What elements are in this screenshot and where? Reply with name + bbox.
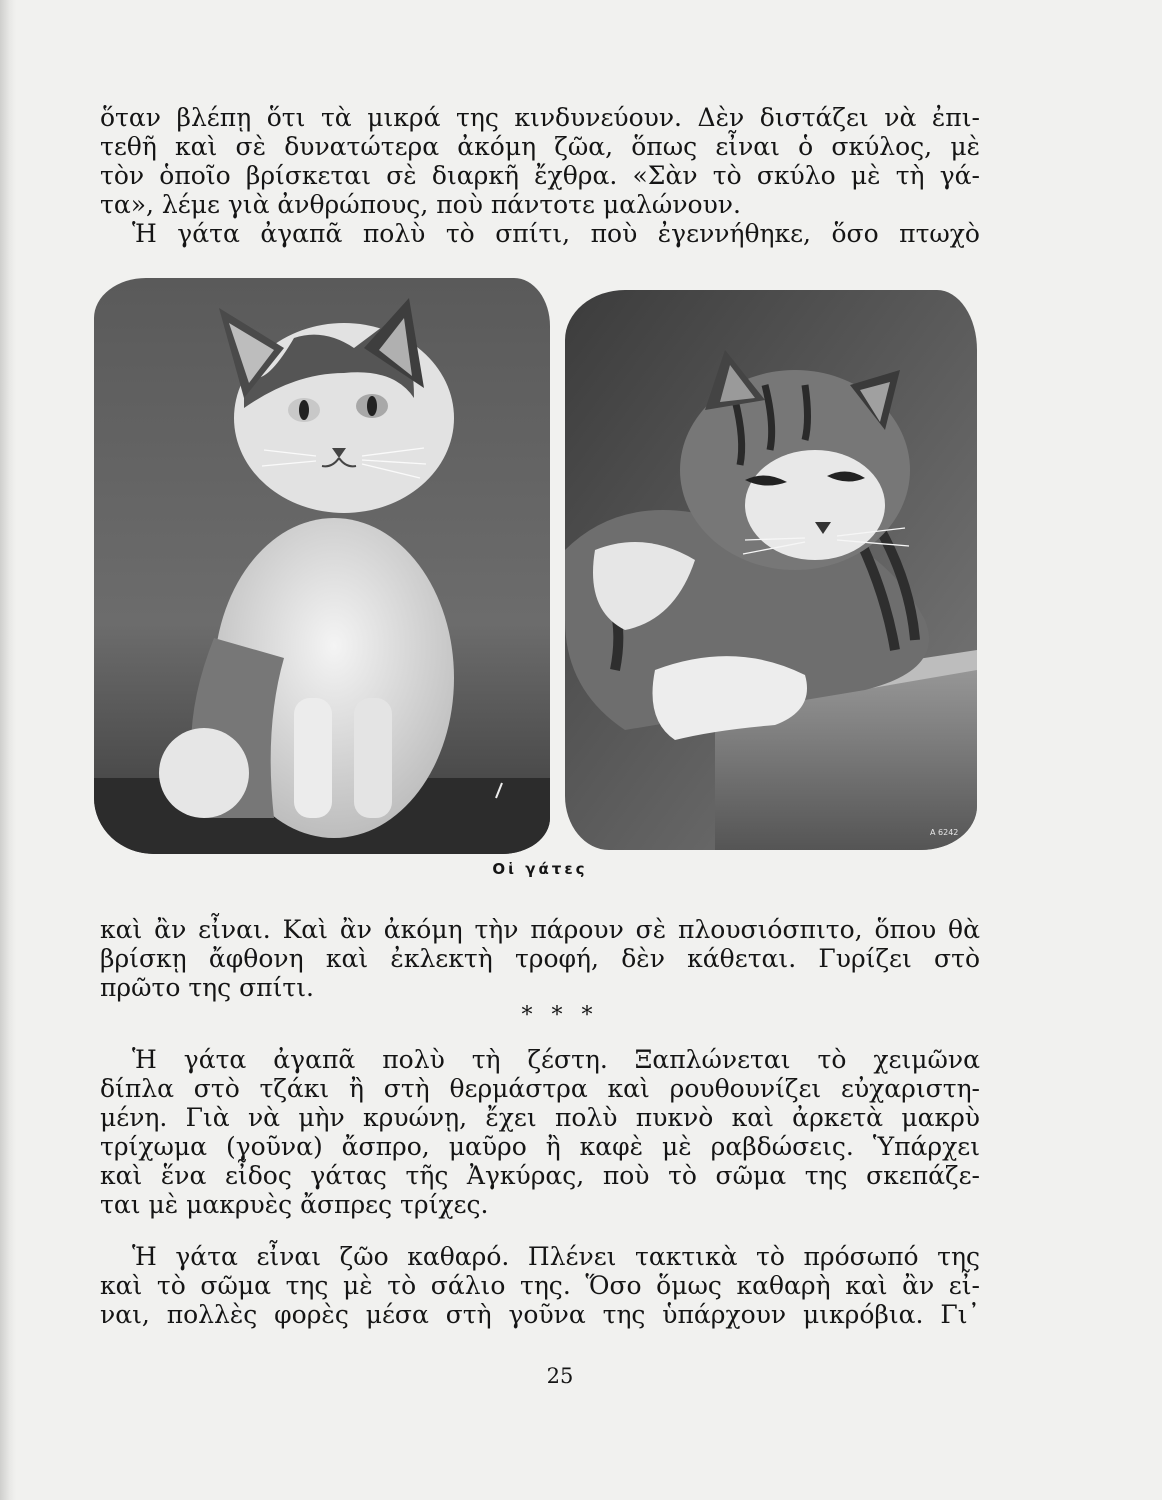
section-separator: * * * bbox=[521, 1003, 599, 1028]
text-line: καὶ ἂν εἶναι. Καὶ ἂν ἀκόμη τὴν πάρουν σὲ πλουσιόσπιτο, ὅπου θὰ bbox=[100, 915, 980, 944]
text-line: καὶ τὸ σῶμα της μὲ τὸ σάλιο της. Ὅσο ὅμως καθαρὴ καὶ ἂν εἶ- bbox=[100, 1271, 980, 1300]
page-number: 25 bbox=[546, 1364, 574, 1388]
text-line: πρῶτο της σπίτι. bbox=[100, 973, 314, 1002]
paragraph-cat-loves-home bbox=[100, 915, 980, 1002]
kitten-sitting-photo bbox=[94, 278, 550, 854]
figure-caption: Οἱ γάτες bbox=[492, 860, 588, 878]
text-line: ναι, πολλὲς φορὲς μέσα στὴ γοῦνα της ὑπάρχουν μικρόβια. Γι᾽ bbox=[100, 1300, 980, 1329]
cat-lying-on-box-photo bbox=[565, 290, 977, 850]
text-line: καὶ ἕνα εἶδος γάτας τῆς Ἀγκύρας, ποὺ τὸ σῶμα της σκεπάζε- bbox=[100, 1161, 980, 1190]
text-line: ται μὲ μακρυὲς ἄσπρες τρίχες. bbox=[100, 1190, 489, 1219]
book-spine-shadow bbox=[0, 0, 16, 1500]
text-line: τεθῆ καὶ σὲ δυνατώτερα ἀκόμη ζῶα, ὅπως εἶναι ὁ σκύλος, μὲ bbox=[100, 132, 980, 161]
text-line: ὅταν βλέπῃ ὅτι τὰ μικρά της κινδυνεύουν. Δὲν διστάζει νὰ ἐπι- bbox=[100, 103, 980, 132]
text-line: δίπλα στὸ τζάκι ἢ στὴ θερμάστρα καὶ ρουθουνίζει εὐχαριστη- bbox=[100, 1074, 980, 1103]
text-line: βρίσκῃ ἄφθονη καὶ ἐκλεκτὴ τροφή, δὲν κάθεται. Γυρίζει στὸ bbox=[100, 944, 980, 973]
text-line: Ἡ γάτα ἀγαπᾶ πολὺ τὴ ζέστη. Ξαπλώνεται τὸ χειμῶνα bbox=[132, 1045, 980, 1074]
text-line: μένη. Γιὰ νὰ μὴν κρυώνῃ, ἔχει πολὺ πυκνὸ καὶ ἀρκετὰ μακρὺ bbox=[100, 1103, 980, 1132]
text-line: τα», λέμε γιὰ ἀνθρώπους, ποὺ πάντοτε μαλώνουν. bbox=[100, 190, 741, 219]
text-line: τρίχωμα (γοῦνα) ἄσπρο, μαῦρο ἢ καφὲ μὲ ραβδώσεις. Ὑπάρχει bbox=[100, 1132, 980, 1161]
text-line: Ἡ γάτα ἀγαπᾶ πολὺ τὸ σπίτι, ποὺ ἐγεννήθηκε, ὅσο πτωχὸ bbox=[132, 219, 980, 248]
paragraph-cat-is-clean bbox=[100, 1242, 980, 1329]
paragraph-cat-protects-young bbox=[100, 103, 980, 248]
text-line: τὸν ὁποῖο βρίσκεται σὲ διαρκῆ ἔχθρα. «Σὰν τὸ σκύλο μὲ τὴ γά- bbox=[100, 161, 980, 190]
plate-number: A 6242 bbox=[930, 828, 959, 837]
text-line: Ἡ γάτα εἶναι ζῶο καθαρό. Πλένει τακτικὰ τὸ πρόσωπό της bbox=[132, 1242, 980, 1271]
paragraph-cat-loves-warmth bbox=[100, 1045, 980, 1219]
